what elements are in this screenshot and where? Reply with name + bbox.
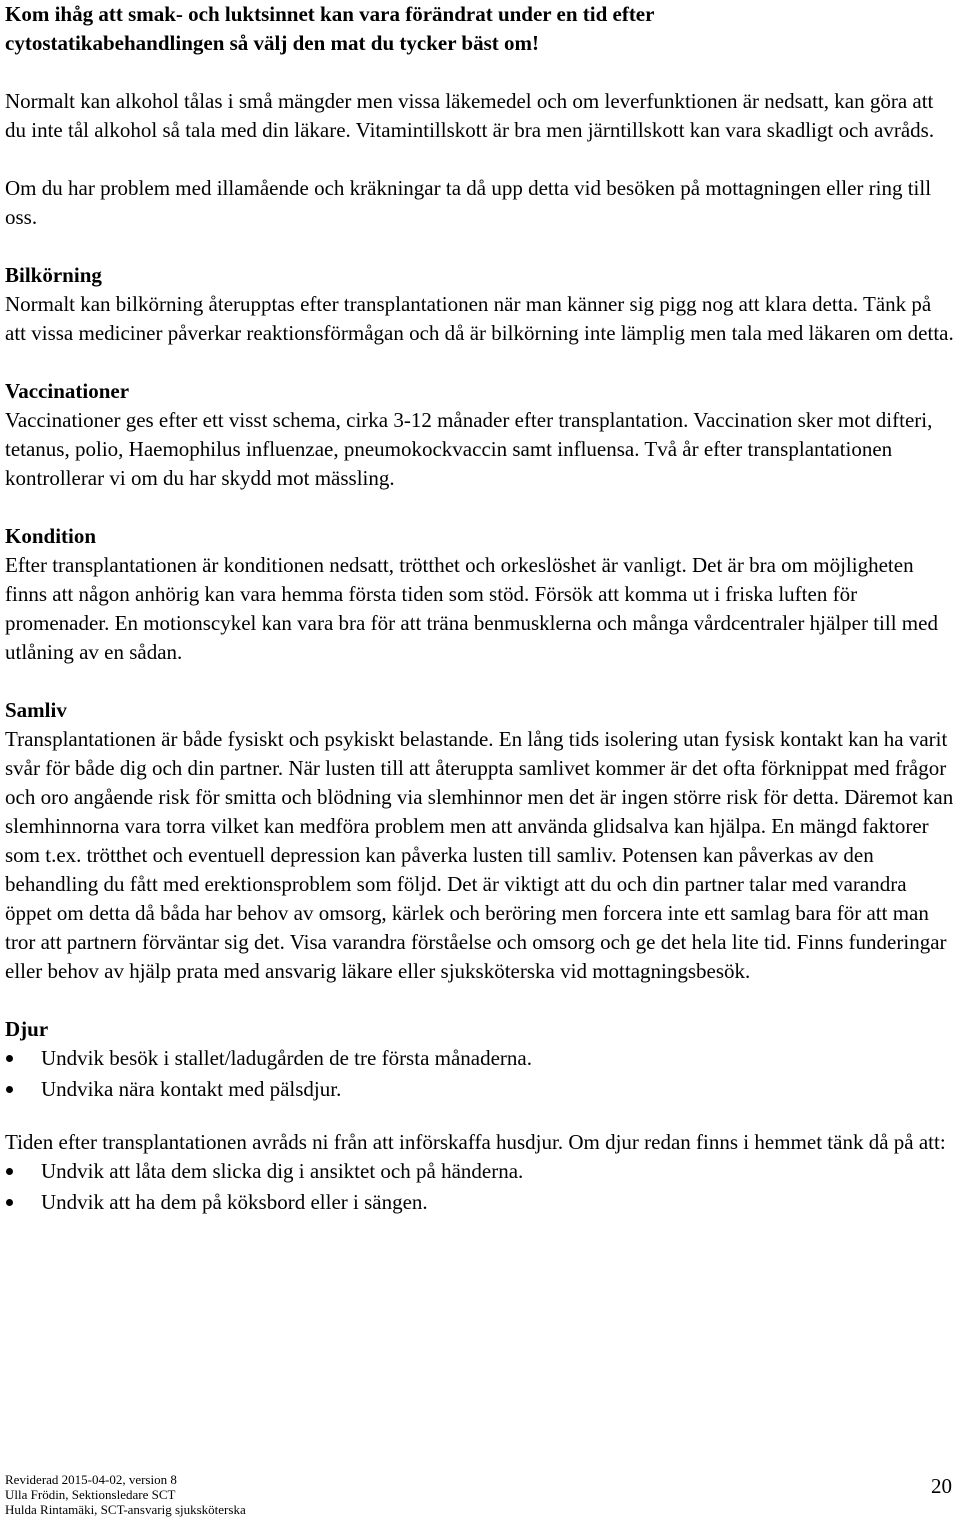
- section-heading: Samliv: [5, 698, 67, 722]
- list-item: [5, 1157, 955, 1186]
- section-heading: Bilkörning: [5, 263, 102, 287]
- list-item-text: Undvika nära kontakt med pälsdjur.: [41, 1077, 342, 1101]
- section-kondition: [5, 522, 955, 667]
- section-bilkorning: [5, 261, 955, 348]
- list-item-text: Undvik att ha dem på köksbord eller i sängen.: [41, 1190, 428, 1214]
- alcohol-paragraph: Normalt kan alkohol tålas i små mängder men vissa läkemedel och om leverfunktionen är nedsatt, kan göra att du inte tål alkohol så tala med din läkare. Vitamintillskott är bra men järntillskott kan vara skadligt och avråds.: [5, 89, 935, 142]
- section-samliv: [5, 696, 955, 986]
- section-text: Normalt kan bilkörning återupptas efter transplantationen när man känner sig pigg nog att klara detta. Tänk på att vissa mediciner påverkar reaktionsförmågan och då är bilkörning inte lämplig men tala med läkaren om detta.: [5, 292, 954, 345]
- bullet-icon: [6, 1055, 13, 1062]
- section-text: Transplantationen är både fysiskt och psykiskt belastande. En lång tids isolering utan fysisk kontakt kan ha varit svår för både dig och din partner. När lusten till att återuppta samlivet kommer är det ofta förknippat med frågor och oro angående risk för smitta och blödning via slemhinnor men det är ingen större risk för detta. Däremot kan slemhinnorna vara torra vilket kan medföra problem men att använda glidsalva kan hjälpa. En mängd faktorer som t.ex. trötthet och eventuell depression kan påverka lusten till samliv. Potensen kan påverkas av den behandling du fått med erektionsproblem som följd. Det är viktigt att du och din partner talar med varandra öppet om detta då båda har behov av omsorg, kärlek och beröring men forcera inte ett samlag bara för att man tror att partnern förväntar sig det. Visa varandra förståelse och omsorg och ge det hela lite tid. Finns funderingar eller behov av hjälp prata med ansvarig läkare eller sjuksköterska vid mottagningsbesök.: [5, 727, 954, 983]
- page-number: 20: [931, 1474, 952, 1498]
- section-heading: Vaccinationer: [5, 379, 130, 403]
- nausea-paragraph: Om du har problem med illamående och kräkningar ta då upp detta vid besöken på mottagningen eller ring till oss.: [5, 176, 932, 229]
- list-item-text: Undvik att låta dem slicka dig i ansiktet och på händerna.: [41, 1159, 524, 1183]
- page-footer: [5, 1472, 955, 1517]
- footer-revision-info: [5, 1472, 955, 1517]
- intro-bold-line-2: cytostatikabehandlingen så välj den mat du tycker bäst om!: [5, 31, 539, 55]
- intro-bold-line-1: Kom ihåg att smak- och luktsinnet kan vara förändrat under en tid efter: [5, 2, 655, 26]
- section-text: Vaccinationer ges efter ett visst schema, cirka 3-12 månader efter transplantation. Vaccination sker mot difteri, tetanus, polio, Haemophilus influenzae, pneumokockvaccin samt influensa. Två år efter transplantationen kontrollerar vi om du har skydd mot mässling.: [5, 408, 933, 490]
- document-page: [5, 0, 955, 1219]
- bullet-icon: [6, 1168, 13, 1175]
- list-item: [5, 1044, 955, 1073]
- section-heading: Kondition: [5, 524, 97, 548]
- section-heading: Djur: [5, 1017, 49, 1041]
- bullet-list-1: [5, 1044, 955, 1104]
- footer-line: Reviderad 2015-04-02, version 8: [5, 1472, 177, 1487]
- bullet-icon: [6, 1199, 13, 1206]
- intro-bold-note: [5, 0, 955, 58]
- footer-line: Hulda Rintamäki, SCT-ansvarig sjuksköterska: [5, 1502, 246, 1517]
- bullet-icon: [6, 1086, 13, 1093]
- section-djur: [5, 1015, 955, 1217]
- bullet-list-2: [5, 1157, 955, 1217]
- djur-paragraph: Tiden efter transplantationen avråds ni från att införskaffa husdjur. Om djur redan finns i hemmet tänk då på att:: [5, 1130, 946, 1154]
- footer-line: Ulla Frödin, Sektionsledare SCT: [5, 1487, 176, 1502]
- section-text: Efter transplantationen är konditionen nedsatt, trötthet och orkeslöshet är vanligt. Det är bra om möjligheten finns att någon anhörig kan vara hemma första tiden som stöd. Försök att komma ut i friska luften för promenader. En motionscykel kan vara bra för att träna benmusklerna och många vårdcentraler hjälper till med utlåning av en sådan.: [5, 553, 938, 664]
- list-item-text: Undvik besök i stallet/ladugården de tre första månaderna.: [41, 1046, 532, 1070]
- list-item: [5, 1188, 955, 1217]
- section-vaccinationer: [5, 377, 955, 493]
- list-item: [5, 1075, 955, 1104]
